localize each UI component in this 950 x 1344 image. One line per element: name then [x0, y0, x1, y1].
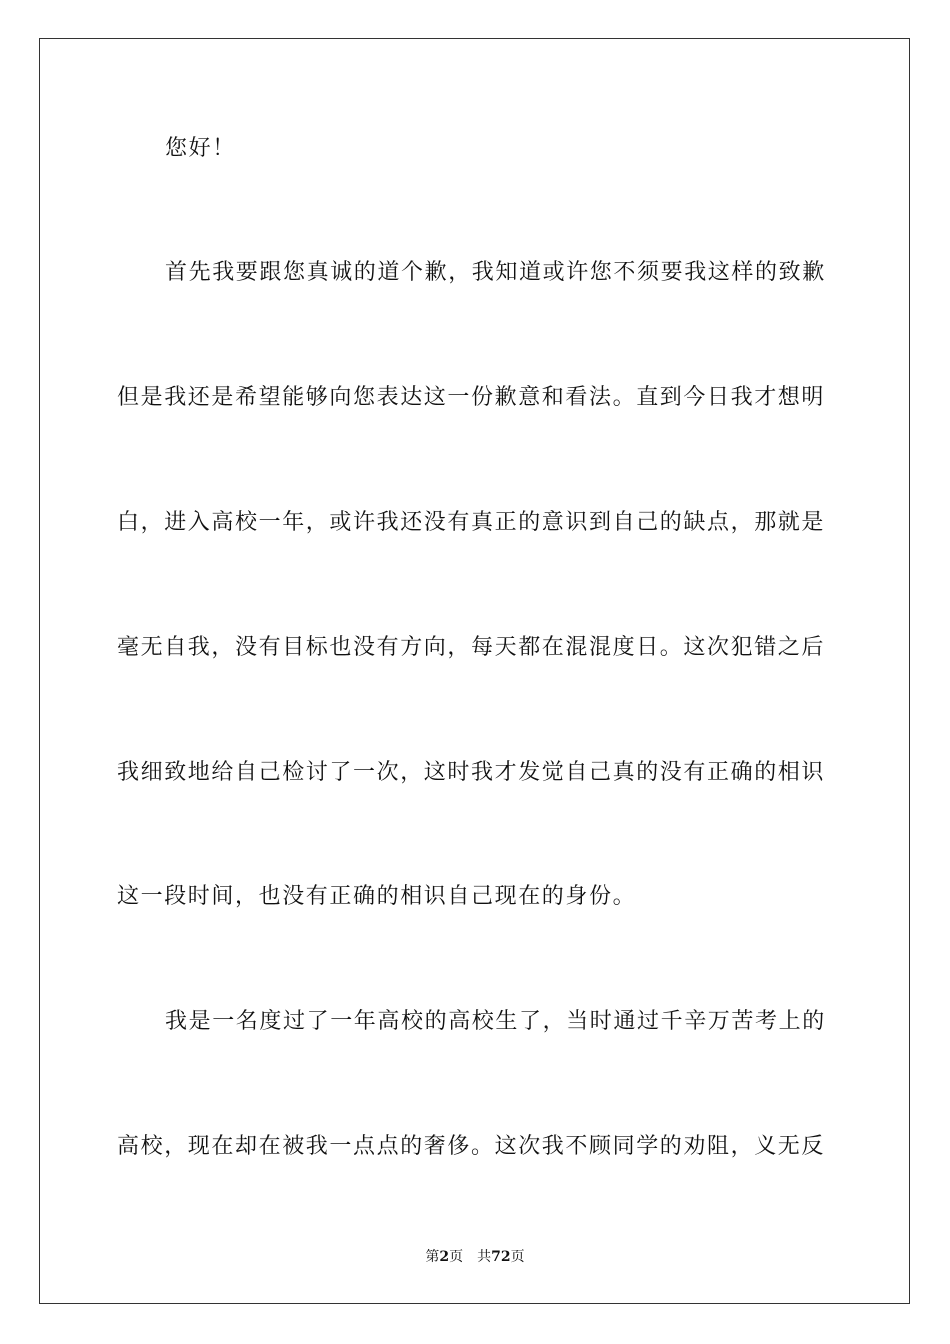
body-line: 这一段时间，也没有正确的相识自己现在的身份。	[117, 884, 637, 909]
page-border	[39, 38, 910, 1304]
page-prefix: 第	[425, 1249, 440, 1265]
total-suffix: 页	[510, 1249, 525, 1265]
body-line: 首先我要跟您真诚的道个歉，我知道或许您不须要我这样的致歉	[165, 260, 826, 285]
page-number: 2	[439, 1249, 450, 1265]
body-line: 高校，现在却在被我一点点的奢侈。这次我不顾同学的劝阻，义无反	[117, 1134, 826, 1159]
body-line-greeting: 您好！	[165, 136, 236, 161]
total-pages: 72	[491, 1249, 511, 1265]
body-line: 白，进入高校一年，或许我还没有真正的意识到自己的缺点，那就是	[117, 510, 826, 535]
body-line: 我细致地给自己检讨了一次，这时我才发觉自己真的没有正确的相识	[117, 760, 826, 785]
body-line: 但是我还是希望能够向您表达这一份歉意和看法。直到今日我才想明	[117, 385, 826, 410]
page-suffix: 页	[449, 1249, 464, 1265]
page-footer	[0, 1247, 950, 1267]
total-prefix: 共	[477, 1249, 492, 1265]
body-line: 我是一名度过了一年高校的高校生了，当时通过千辛万苦考上的	[165, 1009, 826, 1034]
body-line: 毫无自我，没有目标也没有方向，每天都在混混度日。这次犯错之后	[117, 635, 826, 660]
